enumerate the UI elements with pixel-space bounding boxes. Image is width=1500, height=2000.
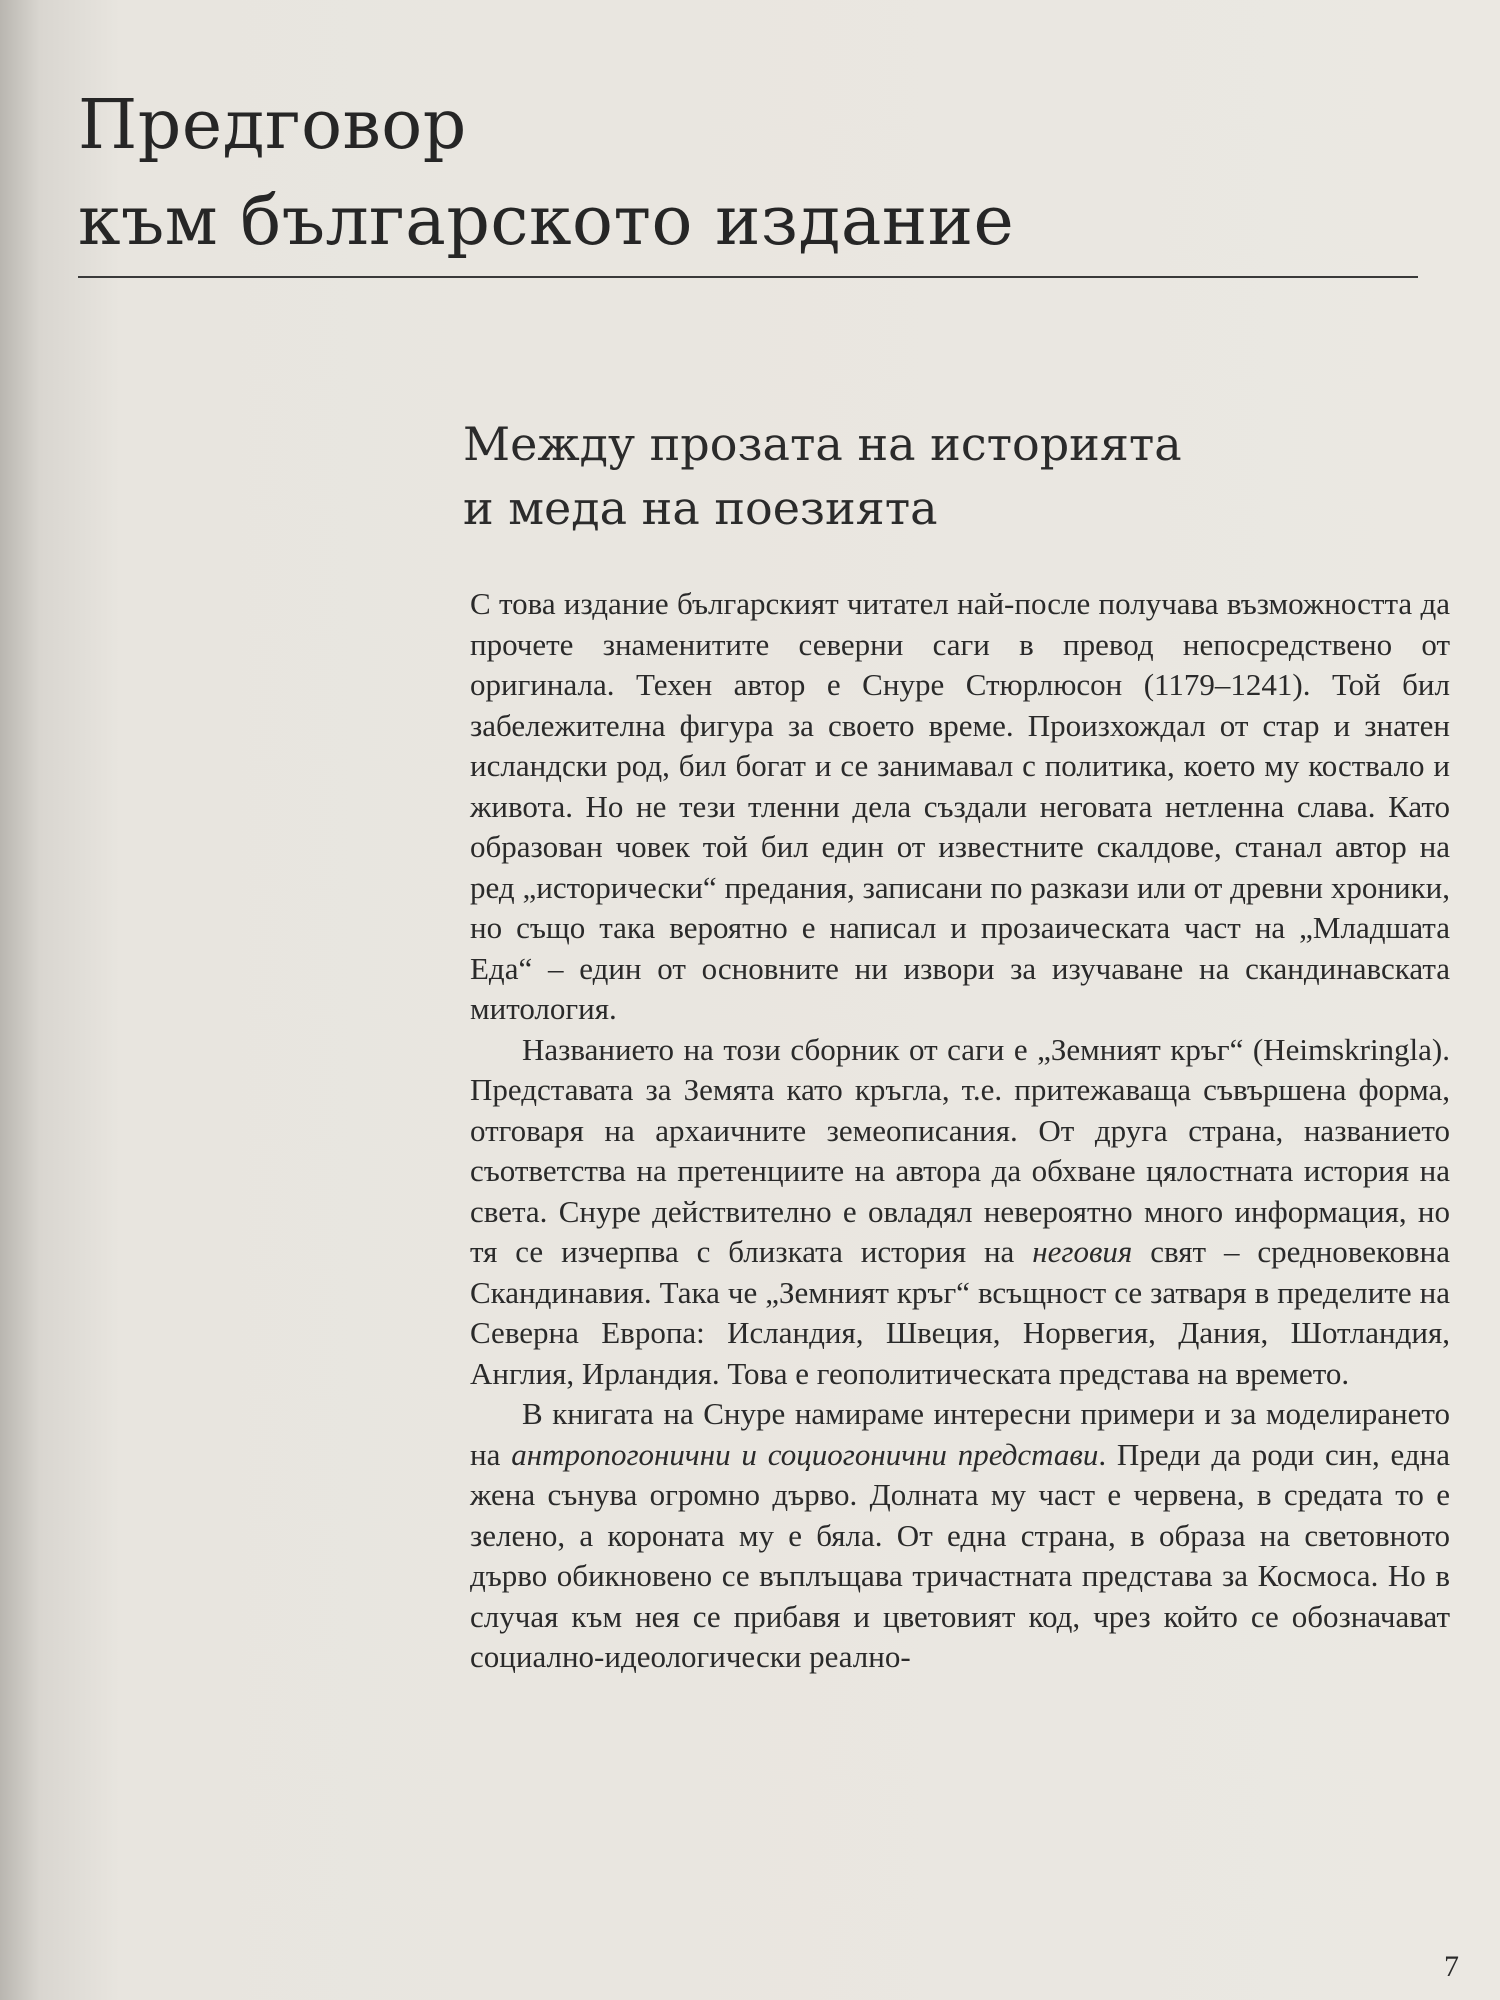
paragraph-2-part-a: Названието на този сборник от саги е „Земният кръг“ (Heimskringla). Представата за Земята като кръгла, т.е. притежаваща съвършена форма, отговаря на архаичните земеописания. От друга страна, названието съответства на претенциите на автора да обхване цялостната история на света. Снуре действително е овладял невероятно много информация, но тя се изчерпва с близката история на <box>470 1031 1450 1269</box>
section-title-line-2: и меда на поезията <box>463 481 938 535</box>
body-text <box>470 584 1450 1678</box>
chapter-title-line-1: Предговор <box>78 86 467 165</box>
section-title-line-1: Между прозата на историята <box>463 417 1182 471</box>
paragraph-2-emphasis: неговия <box>1032 1234 1133 1269</box>
paragraph-3-part-a: В книгата на Снуре намираме интересни примери и за моделирането на <box>470 1396 1450 1472</box>
section-title <box>463 412 1463 540</box>
paragraph-3-part-b: . Преди да роди син, една жена сънува огромно дърво. Долната му част е червена, в средата то е зелено, а короната му е бяла. От една страна, в образа на световното дърво обикновено се въплъщава тричастната представа за Космоса. Но в случая към нея се прибавя и цветовият код, чрез който се обозначават социално-идеологически реално- <box>470 1436 1451 1674</box>
chapter-title-line-2: към българското издание <box>78 182 1015 261</box>
page-number: 7 <box>1444 1950 1459 1983</box>
paragraph-2 <box>470 1030 1450 1395</box>
paragraph-3 <box>470 1394 1450 1678</box>
paragraph-2-part-b: свят – средновековна Скандинавия. Така че „Земният кръг“ всъщност се затваря в пределите на Северна Европа: Исландия, Швеция, Норвегия, Дания, Шотландия, Англия, Ирландия. Това е геополитическата представа на времето. <box>470 1234 1450 1391</box>
paragraph-3-emphasis: антропогонични и социогонични представи <box>511 1436 1099 1472</box>
chapter-title <box>78 78 1428 270</box>
paragraph-1: С това издание българският читател най-после получава възможността да прочете знаменитите северни саги в превод непосредствено от оригинала. Техен автор е Снуре Стюрлюсон (1179–1241). Той бил забележителна фигура за своето време. Произхождал от стар и знатен исландски род, бил богат и се занимавал с политика, което му коствало и живота. Но не тези тленни дела създали неговата нетленна слава. Като образован човек той бил един от известните скалдове, станал автор на ред „исторически“ предания, записани по разкази или от древни хроники, но също така вероятно е написал и прозаическата част на „Младшата Еда“ – един от основните ни извори за изучаване на скандинавската митология. <box>470 586 1450 1026</box>
title-divider <box>78 276 1418 278</box>
